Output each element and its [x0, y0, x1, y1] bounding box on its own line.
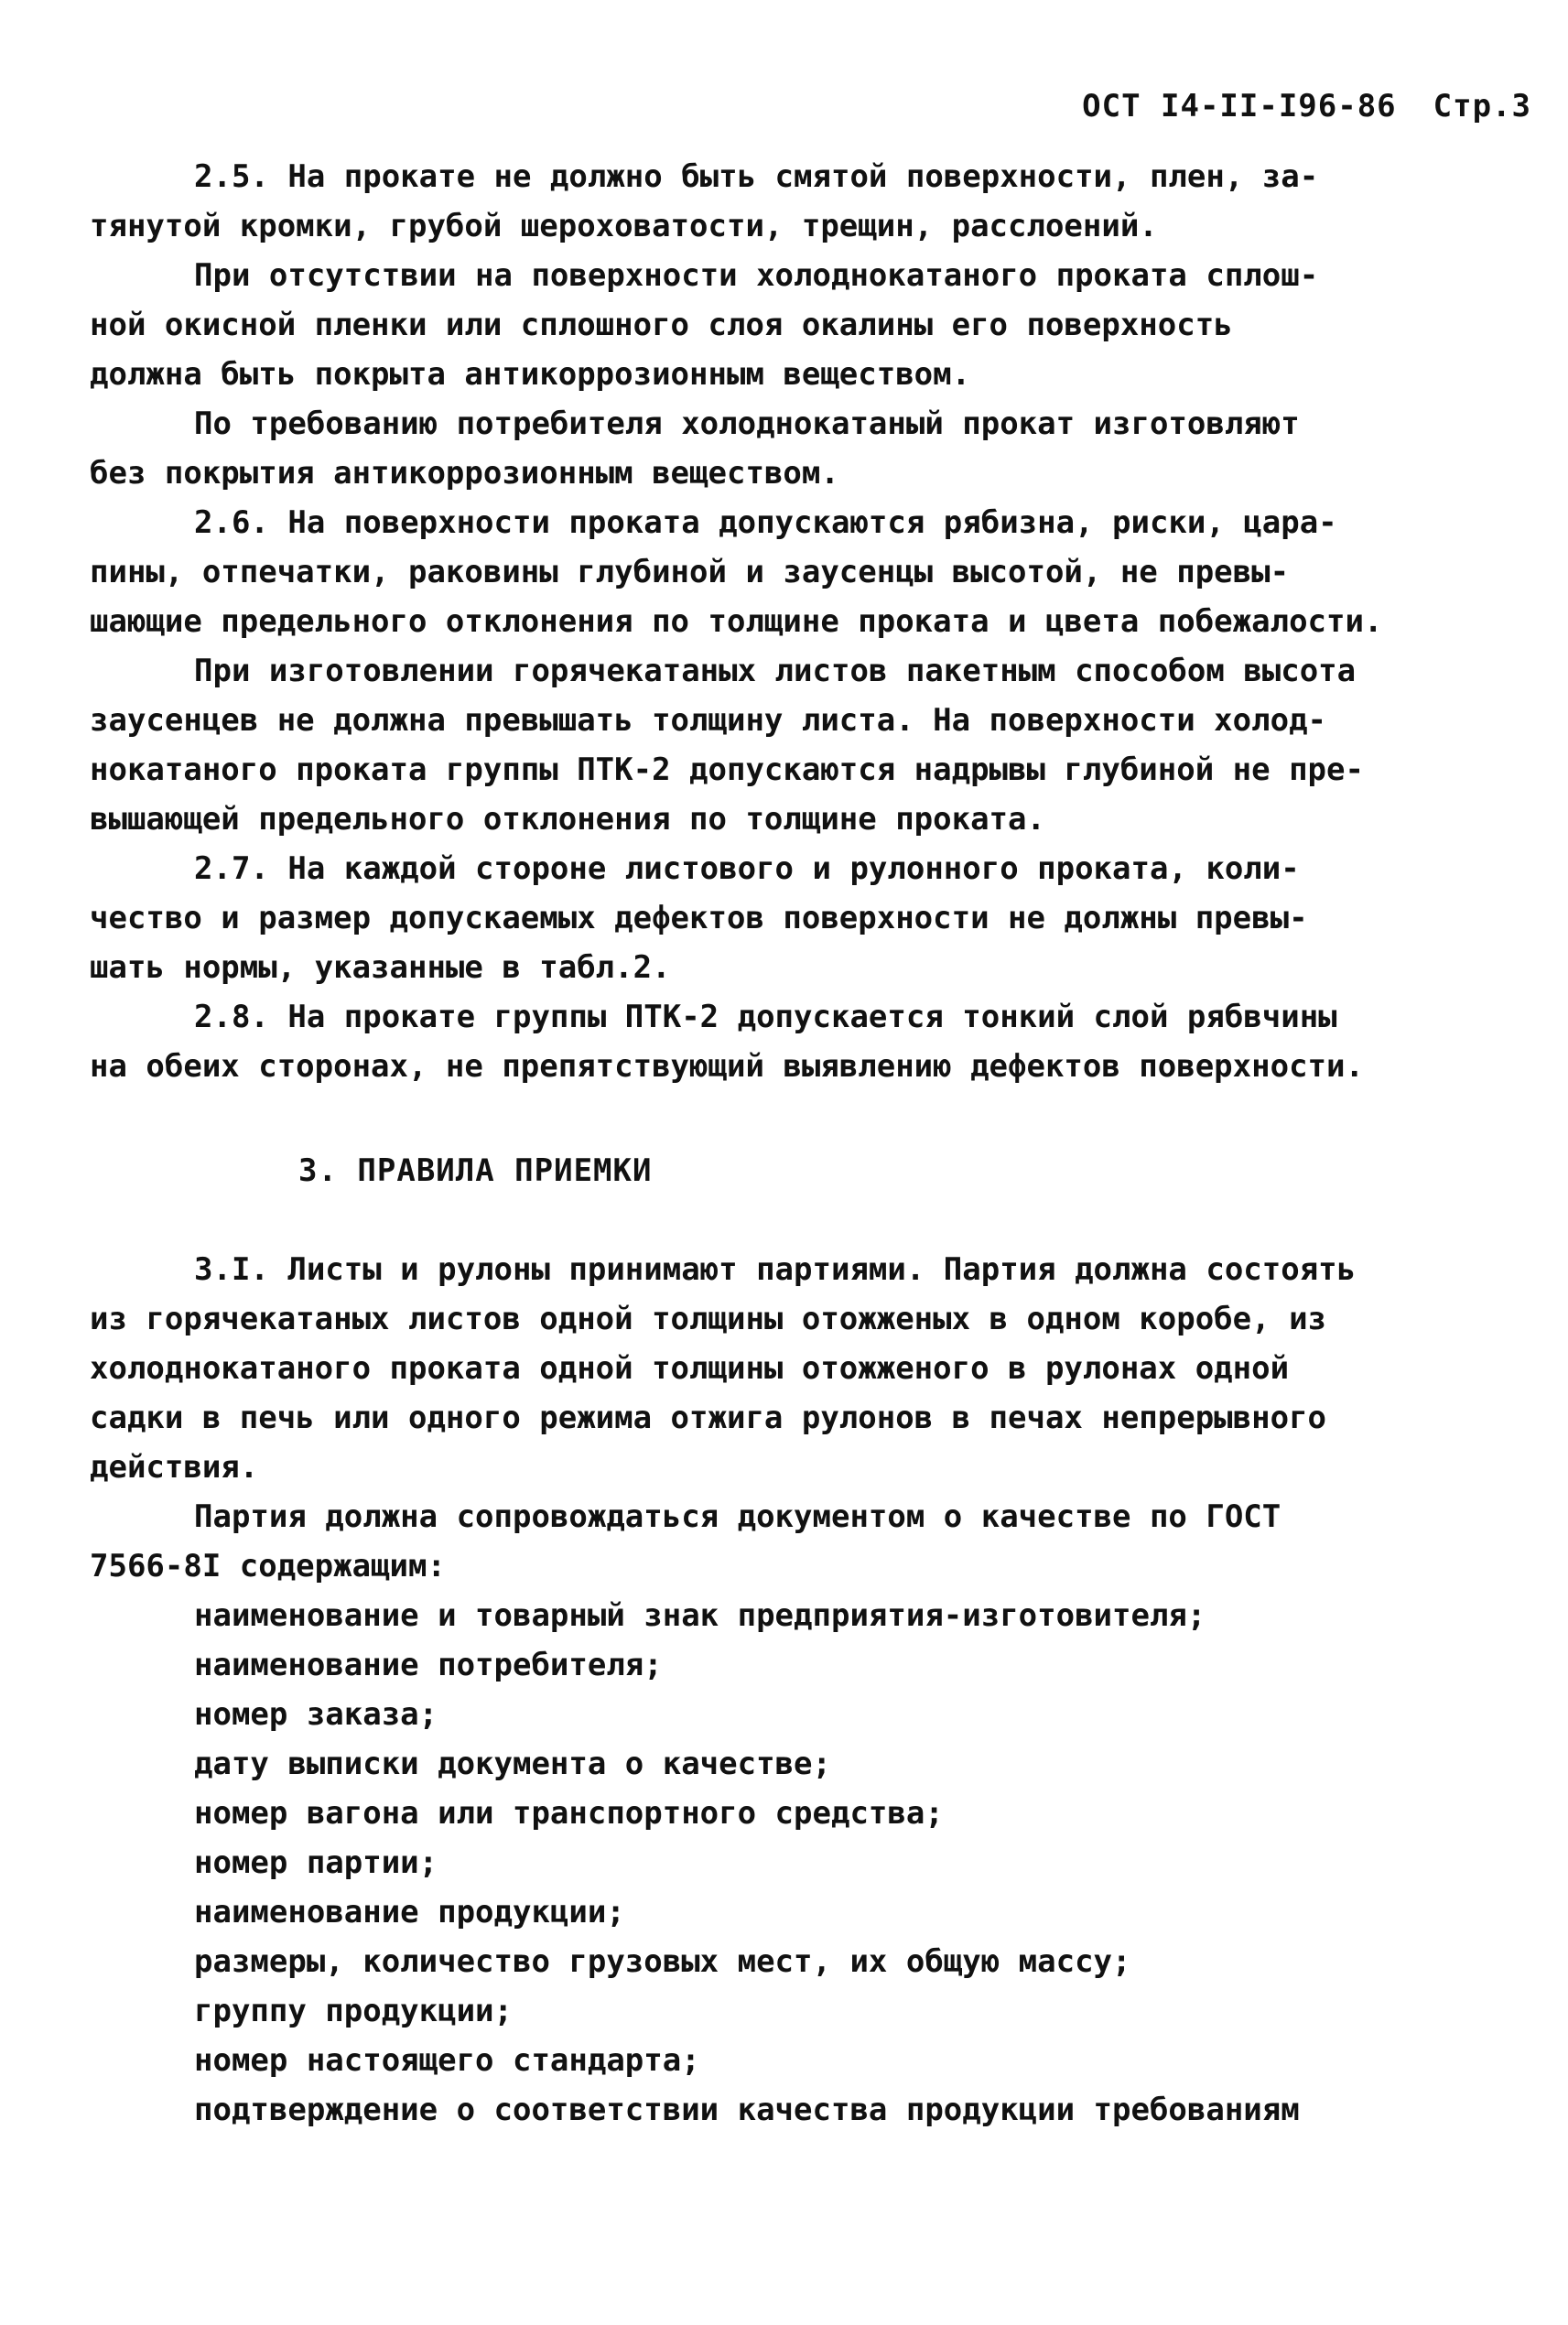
text-line: При изготовлении горячекатаных листов пакетным способом высота	[194, 653, 1357, 689]
document-number: ОСТ I4-II-I96-86	[1082, 88, 1397, 124]
list-item: номер настоящего стандарта;	[194, 2042, 700, 2079]
page-number: Стр.3	[1433, 88, 1531, 124]
text-line: действия.	[90, 1449, 259, 1486]
text-line: пины, отпечатки, раковины глубиной и заусенцы высотой, не превы-	[90, 554, 1290, 590]
text-line: вышающей предельного отклонения по толщине проката.	[90, 801, 1045, 838]
text-line: из горячекатаных листов одной толщины отожженых в одном коробе, из	[90, 1301, 1327, 1337]
list-item: подтверждение о соответствии качества продукции требованиям	[194, 2092, 1300, 2128]
text-line: заусенцев не должна превышать толщину листа. На поверхности холод-	[90, 702, 1327, 739]
text-line: Партия должна сопровождаться документом о качестве по ГОСТ	[194, 1498, 1281, 1535]
list-item: номер заказа;	[194, 1696, 438, 1733]
text-line: При отсутствии на поверхности холоднокатаного проката сплош-	[194, 257, 1319, 294]
list-item: наименование потребителя;	[194, 1647, 663, 1683]
text-line: должна быть покрыта антикоррозионным веществом.	[90, 356, 971, 393]
text-line: По требованию потребителя холоднокатаный прокат изготовляют	[194, 406, 1300, 442]
text-line: 7566-8I содержащим:	[90, 1548, 446, 1584]
list-item: наименование и товарный знак предприятия-изготовителя;	[194, 1597, 1206, 1634]
text-line: на обеих сторонах, не препятствующий выявлению дефектов поверхности.	[90, 1048, 1364, 1085]
list-item: группу продукции;	[194, 1993, 513, 2029]
text-line: 2.6. На поверхности проката допускаются рябизна, риски, цара-	[194, 504, 1337, 541]
list-item: дату выписки документа о качестве;	[194, 1746, 831, 1782]
section-heading: 3. ПРАВИЛА ПРИЕМКИ	[298, 1152, 653, 1189]
list-item: наименование продукции;	[194, 1894, 625, 1930]
text-line: без покрытия антикоррозионным веществом.	[90, 455, 839, 492]
list-item: номер вагона или транспортного средства;	[194, 1795, 944, 1832]
text-line: 3.I. Листы и рулоны принимают партиями. Партия должна состоять	[194, 1251, 1357, 1288]
text-line: 2.8. На прокате группы ПТК-2 допускается тонкий слой рябвчины	[194, 999, 1337, 1035]
text-line: ной окисной пленки или сплошного слоя окалины его поверхность	[90, 307, 1233, 343]
text-line: чество и размер допускаемых дефектов поверхности не должны превы-	[90, 900, 1308, 936]
text-line: шать нормы, указанные в табл.2.	[90, 949, 671, 986]
list-item: размеры, количество грузовых мест, их общую массу;	[194, 1943, 1131, 1980]
text-line: холоднокатаного проката одной толщины отожженого в рулонах одной	[90, 1350, 1290, 1387]
text-line: нокатаного проката группы ПТК-2 допускаются надрывы глубиной не пре-	[90, 752, 1364, 788]
text-line: тянутой кромки, грубой шероховатости, трещин, расслоений.	[90, 208, 1158, 244]
text-line: садки в печь или одного режима отжига рулонов в печах непрерывного	[90, 1400, 1327, 1436]
text-line: 2.5. На прокате не должно быть смятой поверхности, плен, за-	[194, 158, 1319, 195]
page-header	[1082, 88, 1531, 124]
text-line: шающие предельного отклонения по толщине проката и цвета побежалости.	[90, 603, 1383, 640]
list-item: номер партии;	[194, 1844, 438, 1881]
text-line: 2.7. На каждой стороне листового и рулонного проката, коли-	[194, 850, 1300, 887]
